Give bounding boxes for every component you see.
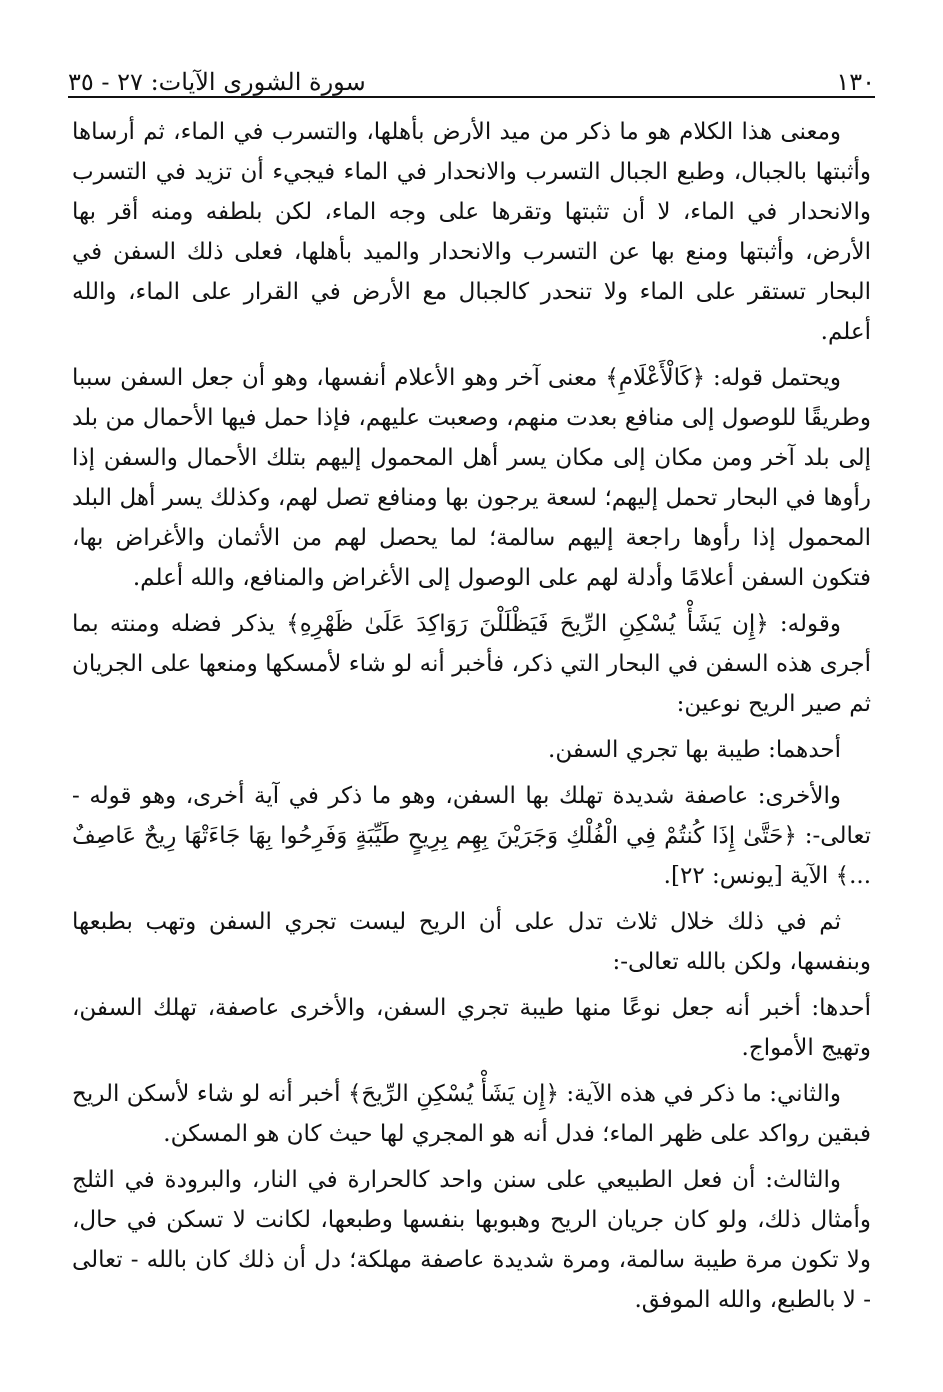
- paragraph: وقوله: ﴿إِن يَشَأْ يُسْكِنِ الرِّيحَ فَيَظْلَلْنَ رَوَاكِدَ عَلَىٰ ظَهْرِهِ﴾ يذكر فضله ومنته بما أجرى هذه السفن في البحار التي ذكر، فأخبر أنه لو شاء لأمسكها ومنعها على الجريان ثم صير الريح نوعين:: [72, 611, 871, 717]
- header-rule: [68, 96, 875, 98]
- page-header: [68, 56, 875, 96]
- paragraph: ومعنى هذا الكلام هو ما ذكر من ميد الأرض بأهلها، والتسرب في الماء، ثم أرساها وأثبتها بالجبال، وطبع الجبال التسرب والانحدار في الماء فيجيء أن تزيد في التسرب والانحدار في الماء، لا أن تثبتها وتقرها على وجه الماء، لكن بلطفه ومنه أقر بها الأرض، وأثبتها ومنع بها عن التسرب والانحدار والميد بأهلها، فعلى ذلك السفن في البحار تستقر على الماء ولا تنحدر كالجبال مع الأرض في القرار على الماء، والله أعلم.: [72, 119, 871, 345]
- paragraph: أحدها: أخبر أنه جعل نوعًا منها طيبة تجري السفن، والأخرى عاصفة، تهلك السفن، وتهيج الأمواج.: [72, 995, 871, 1061]
- running-title: سورة الشورى الآيات: ٢٧ - ٣٥: [68, 68, 366, 96]
- page-number: ١٣٠: [836, 68, 875, 96]
- paragraph: والثاني: ما ذكر في هذه الآية: ﴿إِن يَشَأْ يُسْكِنِ الرِّيحَ﴾ أخبر أنه لو شاء لأسكن الريح فبقين رواكد على ظهر الماء؛ فدل أنه هو المجري لها حيث كان هو المسكن.: [72, 1081, 871, 1147]
- paragraph: أحدهما: طيبة بها تجري السفن.: [548, 737, 841, 763]
- paragraph: ويحتمل قوله: ﴿كَالْأَعْلَامِ﴾ معنى آخر وهو الأعلام أنفسها، وهو أن جعل السفن سببا وطريقًا للوصول إلى منافع بعدت منهم، وصعبت عليهم، فإذا حمل فيها الأحمال من بلد إلى بلد آخر ومن مكان إلى مكان يسر أهل المحمول إليهم بتلك الأحمال والسفن إذا رأوها في البحار تحمل إليهم؛ لسعة يرجون بها ومنافع تصل لهم، وكذلك يسر أهل البلد المحمول إذا رأوها راجعة إليهم سالمة؛ لما يحصل لهم من الأثمان والأغراض بها، فتكون السفن أعلامًا وأدلة لهم على الوصول إلى الأغراض والمنافع، والله أعلم.: [72, 365, 871, 591]
- paragraph: ثم في ذلك خلال ثلاث تدل على أن الريح ليست تجري السفن وتهب بطبعها وبنفسها، ولكن بالله تعالى-:: [72, 909, 871, 975]
- body-text: [72, 112, 871, 1320]
- paragraph: والأخرى: عاصفة شديدة تهلك بها السفن، وهو ما ذكر في آية أخرى، وهو قوله - تعالى-: ﴿حَتَّىٰ إِذَا كُنتُمْ فِي الْفُلْكِ وَجَرَيْنَ بِهِم بِرِيحٍ طَيِّبَةٍ وَفَرِحُوا بِهَا جَاءَتْهَا رِيحٌ عَاصِفٌ ...﴾ الآية [يونس: ٢٢].: [72, 783, 871, 889]
- paragraph: والثالث: أن فعل الطبيعي على سنن واحد كالحرارة في النار، والبرودة في الثلج وأمثال ذلك، ولو كان جريان الريح وهبوبها بنفسها وطبعها، لكانت لا تسكن في حال، ولا تكون مرة طيبة سالمة، ومرة شديدة عاصفة مهلكة؛ دل أن ذلك كان بالله - تعالى - لا بالطبع، والله الموفق.: [72, 1167, 871, 1313]
